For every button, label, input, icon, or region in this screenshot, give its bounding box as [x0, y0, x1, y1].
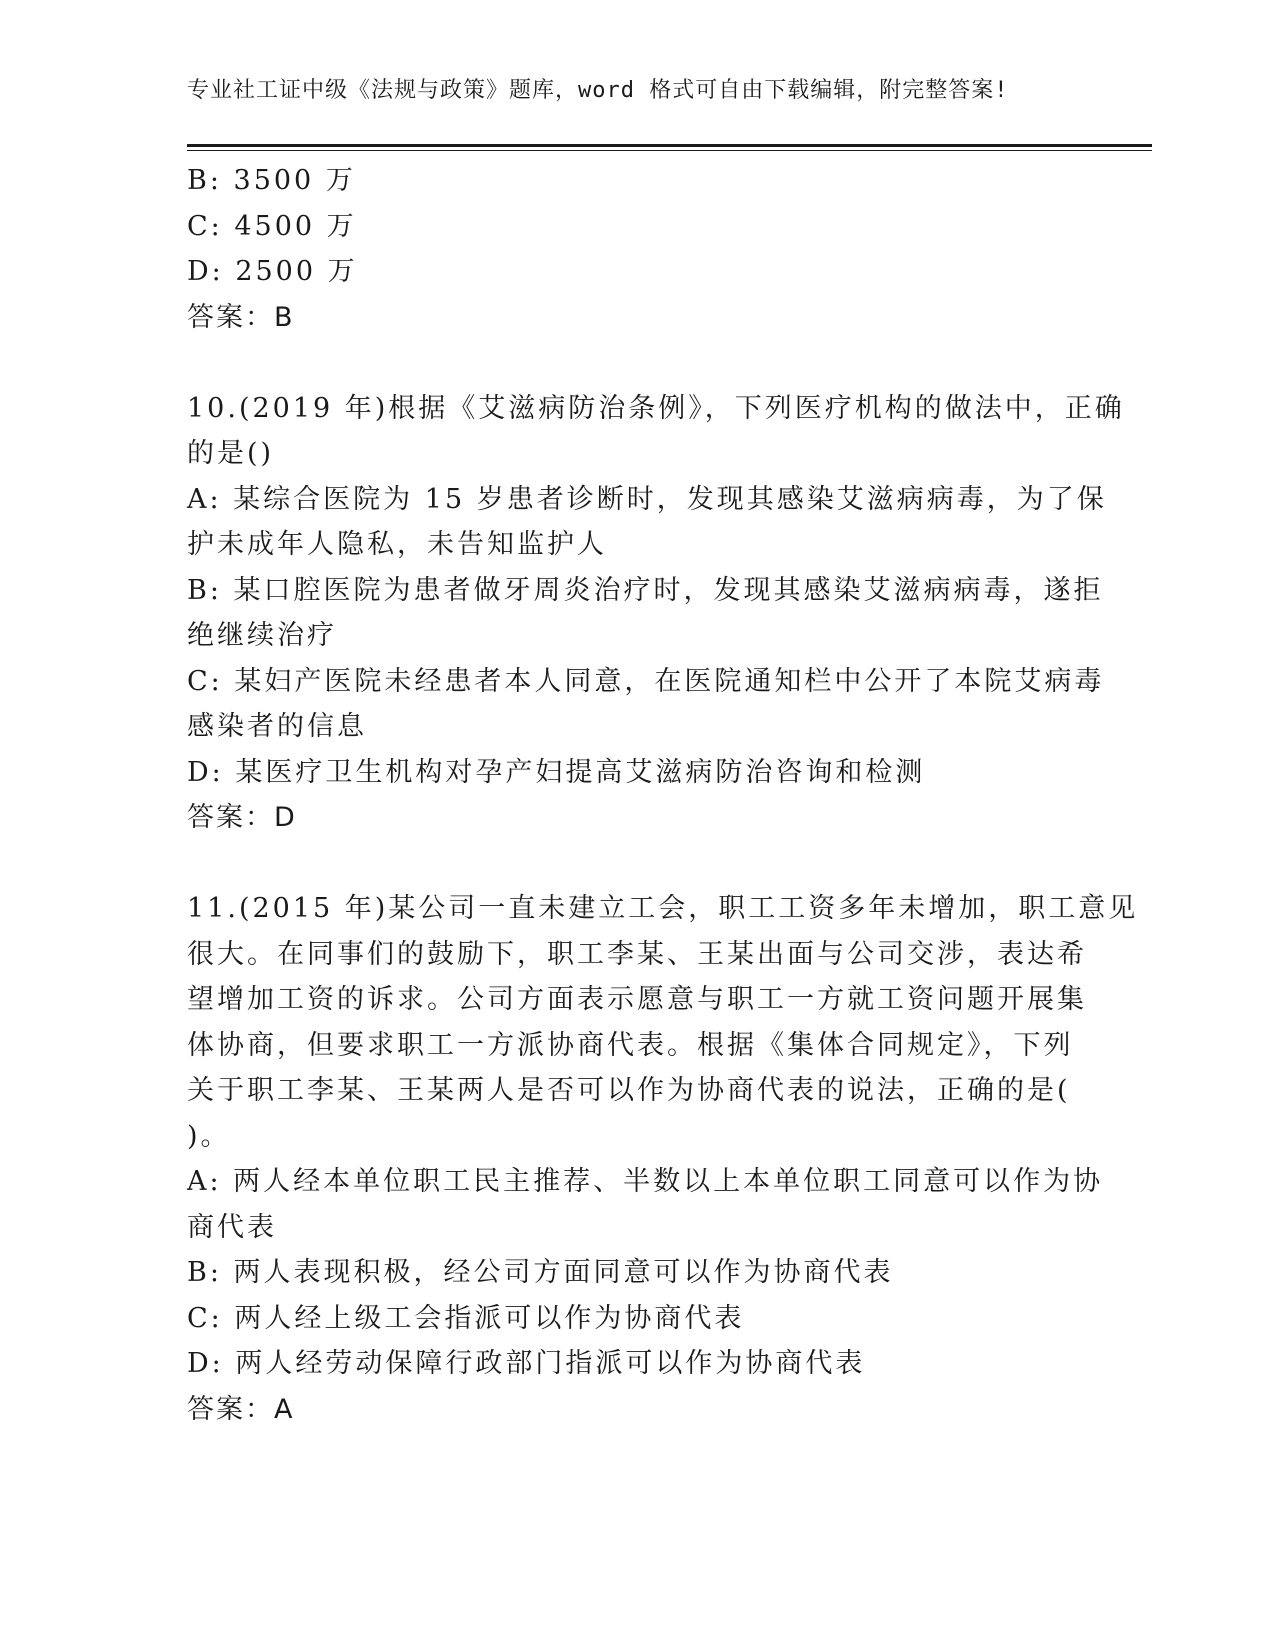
- option-a-cont: 护未成年人隐私，未告知监护人: [187, 529, 607, 560]
- header-rule-thick: [187, 144, 1152, 147]
- page-header: 专业社工证中级《法规与政策》题库，word 格式可自由下载编辑，附完整答案!: [187, 78, 1009, 103]
- option-b-cont: 绝继续治疗: [187, 620, 337, 651]
- question-stem-line: 关于职工李某、王某两人是否可以作为协商代表的说法，正确的是(: [187, 1075, 1071, 1106]
- prev-question: [187, 158, 1087, 340]
- option-b: B: 3500 万: [187, 165, 356, 196]
- option-c-cont: 感染者的信息: [187, 711, 367, 742]
- option-b: B: 两人表现积极，经公司方面同意可以作为协商代表: [187, 1257, 894, 1288]
- answer-line: 答案：D: [187, 802, 297, 833]
- spacer: [187, 841, 1087, 887]
- question-11: [187, 886, 1139, 1432]
- option-d: D: 2500 万: [187, 256, 358, 287]
- header-rule-thin: [187, 150, 1152, 151]
- answer-line: 答案：A: [187, 1393, 295, 1425]
- option-c: C: 两人经上级工会指派可以作为协商代表: [187, 1302, 745, 1334]
- option-c: C: 某妇产医院未经患者本人同意，在医院通知栏中公开了本院艾病毒: [187, 665, 1105, 697]
- question-stem-line: 望增加工资的诉求。公司方面表示愿意与职工一方就工资问题开展集: [187, 984, 1087, 1015]
- question-10: [187, 386, 1125, 841]
- spacer: [187, 340, 1087, 386]
- question-stem-line: 11.(2015 年)某公司一直未建立工会，职工工资多年未增加，职工意见: [187, 893, 1139, 924]
- question-stem-line: )。: [187, 1120, 231, 1152]
- option-d: D: 两人经劳动保障行政部门指派可以作为协商代表: [187, 1348, 866, 1379]
- question-stem-line: 的是(): [187, 438, 275, 469]
- option-a-cont: 商代表: [187, 1211, 277, 1243]
- option-a: A: 某综合医院为 15 岁患者诊断时，发现其感染艾滋病病毒，为了保: [187, 483, 1107, 515]
- option-d: D: 某医疗卫生机构对孕产妇提高艾滋病防治咨询和检测: [187, 756, 926, 788]
- option-b: B: 某口腔医院为患者做牙周炎治疗时，发现其感染艾滋病病毒，遂拒: [187, 574, 1104, 606]
- document-body: [187, 158, 1139, 1432]
- question-stem-line: 体协商，但要求职工一方派协商代表。根据《集体合同规定》，下列: [187, 1029, 1074, 1061]
- question-stem-line: 很大。在同事们的鼓励下，职工李某、王某出面与公司交涉，表达希: [187, 938, 1087, 970]
- option-a: A: 两人经本单位职工民主推荐、半数以上本单位职工同意可以作为协: [187, 1166, 1104, 1197]
- question-stem-line: 10.(2019 年)根据《艾滋病防治条例》，下列医疗机构的做法中，正确: [187, 392, 1125, 424]
- answer-line: 答案：B: [187, 301, 295, 333]
- option-c: C: 4500 万: [187, 210, 357, 242]
